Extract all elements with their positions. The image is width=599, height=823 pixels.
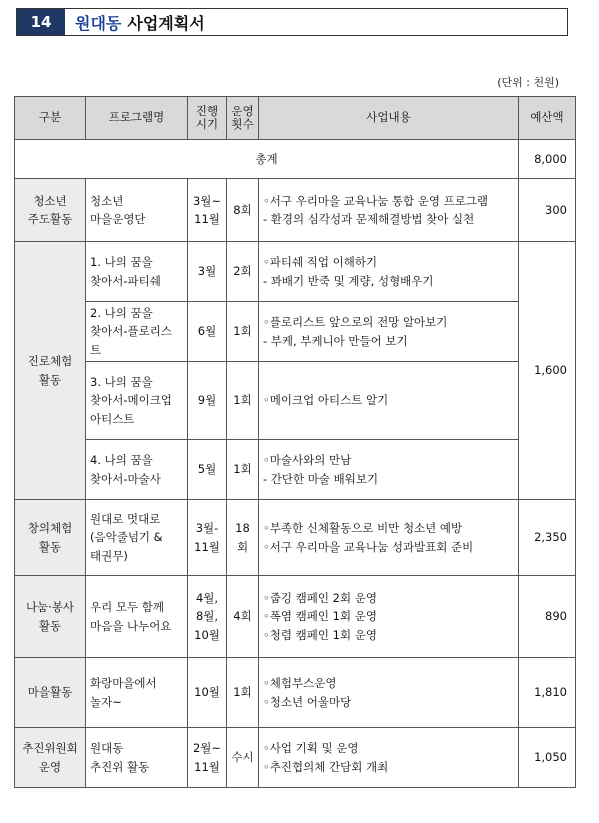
content-cell bbox=[259, 728, 519, 788]
content-cell bbox=[259, 440, 519, 500]
count-cell: 1회 bbox=[227, 362, 259, 440]
period-cell: 6월 bbox=[188, 302, 227, 362]
count-cell: 2회 bbox=[227, 242, 259, 302]
content-line: ◦청렴 캠페인 1회 운영 bbox=[263, 627, 377, 642]
content-line: ◦줍깅 캠페인 2회 운영 bbox=[263, 590, 377, 605]
section-number: 14 bbox=[17, 9, 65, 35]
title-label: 사업계획서 bbox=[127, 13, 205, 33]
content-line: ◦체험부스운영 bbox=[263, 676, 337, 691]
program-cell: 화랑마을에서 놀자~ bbox=[86, 658, 188, 728]
budget-cell: 300 bbox=[519, 179, 576, 242]
plan-table bbox=[14, 96, 576, 788]
period-cell: 2월~ 11월 bbox=[188, 728, 227, 788]
budget-cell: 890 bbox=[519, 576, 576, 658]
header-col-budget: 예산액 bbox=[519, 97, 576, 140]
period-cell: 3월~ 11월 bbox=[188, 179, 227, 242]
table-row bbox=[15, 728, 576, 788]
program-cell: 3. 나의 꿈을 찾아서-메이크업 아티스트 bbox=[86, 362, 188, 440]
budget-cell: 2,350 bbox=[519, 500, 576, 576]
content-line: ◦마술사와의 만남 bbox=[263, 453, 352, 468]
total-value: 8,000 bbox=[519, 140, 576, 179]
table-row bbox=[15, 242, 576, 302]
content-line: ◦추진협의체 간담회 개최 bbox=[263, 759, 389, 774]
title-bar bbox=[16, 8, 568, 36]
budget-cell: 1,050 bbox=[519, 728, 576, 788]
content-cell bbox=[259, 658, 519, 728]
period-cell: 4월, 8월, 10월 bbox=[188, 576, 227, 658]
program-cell: 2. 나의 꿈을 찾아서-플로리스트 bbox=[86, 302, 188, 362]
period-cell: 5월 bbox=[188, 440, 227, 500]
table-row bbox=[15, 500, 576, 576]
budget-cell: 1,600 bbox=[519, 242, 576, 500]
period-cell: 3월 bbox=[188, 242, 227, 302]
period-cell: 9월 bbox=[188, 362, 227, 440]
program-cell: 4. 나의 꿈을 찾아서-마술사 bbox=[86, 440, 188, 500]
program-cell: 1. 나의 꿈을 찾아서-파티쉐 bbox=[86, 242, 188, 302]
table-row bbox=[15, 179, 576, 242]
unit-note: (단위 : 천원) bbox=[497, 76, 559, 89]
content-line: - 간단한 마술 배워보기 bbox=[263, 471, 379, 486]
content-line: - 꽈배기 반죽 및 계량, 성형배우기 bbox=[263, 273, 434, 288]
district-name: 원대동 bbox=[75, 13, 122, 33]
content-line: ◦플로리스트 앞으로의 전망 알아보기 bbox=[263, 315, 448, 330]
category-cell: 나눔·봉사 활동 bbox=[15, 576, 86, 658]
content-line: ◦폭염 캠페인 1회 운영 bbox=[263, 609, 377, 624]
category-cell: 진로체험 활동 bbox=[15, 242, 86, 500]
content-cell bbox=[259, 242, 519, 302]
header-col-category: 구분 bbox=[15, 97, 86, 140]
total-label: 총계 bbox=[15, 140, 519, 179]
count-cell: 1회 bbox=[227, 440, 259, 500]
header-col-content: 사업내용 bbox=[259, 97, 519, 140]
header-col-count: 운영 횟수 bbox=[227, 97, 259, 140]
content-line: - 환경의 심각성과 문제해결방법 찾아 실천 bbox=[263, 212, 475, 226]
header-col-period: 진행 시기 bbox=[188, 97, 227, 140]
table-row bbox=[15, 302, 576, 362]
table-row bbox=[15, 362, 576, 440]
program-cell: 우리 모두 함께 마음을 나누어요 bbox=[86, 576, 188, 658]
count-cell: 4회 bbox=[227, 576, 259, 658]
count-cell: 1회 bbox=[227, 658, 259, 728]
category-cell: 추진위원회 운영 bbox=[15, 728, 86, 788]
table-row bbox=[15, 658, 576, 728]
count-cell: 수시 bbox=[227, 728, 259, 788]
content-cell bbox=[259, 179, 519, 242]
content-line: ◦사업 기획 및 운영 bbox=[263, 741, 359, 756]
content-line: ◦메이크업 아티스트 알기 bbox=[263, 393, 389, 408]
page-title bbox=[65, 9, 205, 35]
period-cell: 3월- 11월 bbox=[188, 500, 227, 576]
content-line: ◦청소년 어울마당 bbox=[263, 694, 352, 709]
content-line: ◦서구 우리마을 교육나눔 성과발표회 준비 bbox=[263, 539, 474, 554]
table-row bbox=[15, 440, 576, 500]
content-line: - 부케, 부케니아 만들어 보기 bbox=[263, 333, 408, 348]
content-cell bbox=[259, 362, 519, 440]
content-cell bbox=[259, 576, 519, 658]
program-cell: 원대동 추진위 활동 bbox=[86, 728, 188, 788]
table-row bbox=[15, 576, 576, 658]
content-line: ◦파티쉐 직업 이해하기 bbox=[263, 255, 378, 270]
program-cell: 청소년 마을운영단 bbox=[86, 179, 188, 242]
budget-cell: 1,810 bbox=[519, 658, 576, 728]
count-cell: 8회 bbox=[227, 179, 259, 242]
content-line: ◦서구 우리마을 교육나눔 통합 운영 프로그램 bbox=[263, 193, 489, 208]
content-cell bbox=[259, 302, 519, 362]
period-cell: 10월 bbox=[188, 658, 227, 728]
category-cell: 창의체험 활동 bbox=[15, 500, 86, 576]
count-cell: 1회 bbox=[227, 302, 259, 362]
program-cell: 원대로 멋대로 (음악줄넘기 & 태권무) bbox=[86, 500, 188, 576]
count-cell: 18 회 bbox=[227, 500, 259, 576]
header-col-program: 프로그램명 bbox=[86, 97, 188, 140]
content-line: ◦부족한 신체활동으로 비만 청소년 예방 bbox=[263, 521, 463, 536]
table-header-row bbox=[15, 97, 576, 140]
category-cell: 청소년 주도활동 bbox=[15, 179, 86, 242]
total-row bbox=[15, 140, 576, 179]
category-cell: 마을활동 bbox=[15, 658, 86, 728]
content-cell bbox=[259, 500, 519, 576]
table-body bbox=[15, 140, 576, 788]
